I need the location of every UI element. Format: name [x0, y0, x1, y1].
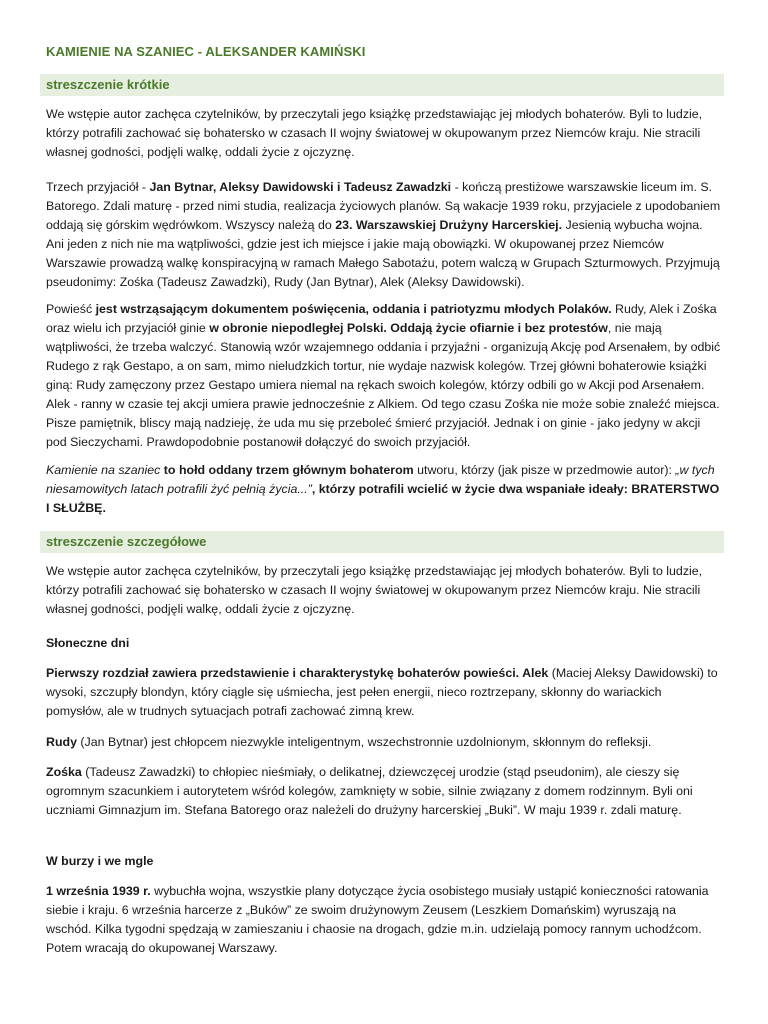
text-run-bold: 23. Warszawskiej Drużyny Harcerskiej.	[335, 218, 563, 232]
detailed-paragraph-1: We wstępie autor zachęca czytelników, by przeczytali jego książkę przedstawiając jej młodych bohaterów. Byli to ludzie, którzy potrafili zachować się bohatersko w czasach II wojny światowej w okupowanym przez Niemców kraju. Nie stracili własnej godności, podjęli walkę, oddali życie z ojczyznę.	[46, 564, 703, 616]
text-run: Powieść	[46, 302, 96, 316]
section-heading-short	[40, 74, 724, 96]
text-run: Trzech przyjaciół -	[46, 180, 150, 194]
text-run: wybuchła wojna, wszystkie plany dotyczące życia osobistego musiały ustąpić konieczności ratowania siebie i kraju. 6 września harcerze z „Buków” ze swoim drużynowym Zeusem (Leszkiem Domańskim) wyruszają na wschód. Kilka tygodni spędzają w zamieszaniu i chaosie na drogach, gdzie m.in. udzielają pomocy rannym uchodźcom. Potem wracają do okupowanej Warszawy.	[46, 884, 709, 955]
text-run-bold: w obronie niepodległej Polski. Oddają życie ofiarnie i bez protestów	[209, 321, 608, 335]
text-run-bold: 1 września 1939 r.	[46, 884, 151, 898]
text-run: (Jan Bytnar) jest chłopcem niezwykle inteligentnym, wszechstronnie uzdolnionym, skłonnym do refleksji.	[76, 735, 652, 749]
text-run-bold: , którzy potrafili wcielić w życie dwa wspaniałe ideały:	[311, 482, 632, 496]
text-run-bold: Jan Bytnar, Aleksy Dawidowski i Tadeusz Zawadzki	[149, 180, 452, 194]
document-title: KAMIENIE NA SZANIEC - ALEKSANDER KAMIŃSKI	[46, 44, 366, 59]
text-run: (Tadeusz Zawadzki) to chłopiec nieśmiały, o delikatnej, dziewczęcej urodzie (stąd pseudonim), ale cieszy się ogromnym szacunkiem i autorytetem wśród kolegów, zamknięty w sobie, silnie związany z domem rodzinnym. Byli oni uczniami Gimnazjum im. Stefana Batorego oraz należeli do drużyny harcerskiej „Buki”. W maju 1939 r. zdali maturę.	[46, 765, 693, 817]
detailed-paragraph-4	[46, 763, 722, 820]
text-run: Jesienią wybucha wojna. Ani jeden z nich nie ma wątpliwości, gdzie jest ich miejsce i jakie mają obowiązki. W okupowanej przez Niemców Warszawie prowadzą walkę konspiracyjną w ramach Małego Sabotażu, potem walczą w Grupach Szturmowych. Przyjmują pseudonimy: Zośka (Tadeusz Zawadzki), Rudy (Jan Bytnar), Alek (Aleksy Dawidowski).	[46, 218, 720, 289]
text-run: utworu, którzy (jak pisze w przedmowie autor):	[413, 463, 676, 477]
section-heading-short-label: streszczenie krótkie	[46, 77, 170, 92]
text-run-bold: BRATERSTWO I SŁUŻBĘ.	[46, 482, 720, 515]
subheading-storm-and-fog: W burzy i we mgle	[46, 854, 154, 868]
detailed-paragraph-2	[46, 664, 722, 721]
text-run-bold: to	[160, 463, 179, 477]
short-paragraph-1: We wstępie autor zachęca czytelników, by przeczytali jego książkę przedstawiając jej młodych bohaterów. Byli to ludzie, którzy potrafili zachować się bohatersko w czasach II wojny światowej w okupowanym przez Niemców kraju. Nie stracili własnej godności, podjęli walkę, oddali życie z ojczyznę.	[46, 107, 703, 159]
subheading-sunny-days: Słoneczne dni	[46, 636, 130, 650]
text-run-italic: „w tych niesamowitych latach potrafili żyć pełnią życia...”	[46, 463, 715, 496]
text-run-bold: jest wstrząsającym dokumentem poświęcenia, oddania i patriotyzmu młodych Polaków.	[95, 302, 612, 316]
short-paragraph-2	[46, 178, 722, 292]
detailed-paragraph-5	[46, 882, 722, 958]
text-run-italic: Kamienie na szaniec	[46, 463, 161, 477]
short-paragraph-4	[46, 461, 722, 518]
short-paragraph-3	[46, 300, 722, 452]
text-run: Rudy, Alek i Zośka oraz wielu ich przyjaciół ginie	[46, 302, 717, 335]
text-run-bold: hołd oddany trzem głównym bohaterom	[178, 463, 414, 477]
text-run: - kończą prestiżowe warszawskie liceum im. S. Batorego. Zdali maturę - przed nimi studia, realizacja życiowych planów. Są wakacje 1939 roku, przyjaciele z upodobaniem oddają się górskim wędrówkom. Wszyscy należą do	[46, 180, 721, 232]
detailed-paragraph-3	[46, 733, 722, 752]
text-run: , nie mają wątpliwości, że trzeba walczyć. Stanowią wzór wzajemnego oddania i przyjaźni - organizują Akcję pod Arsenałem, by odbić Rudego z rąk Gestapo, a on sam, mimo nieludzkich tortur, nie wydaje nazwisk kolegów. Trzej główni bohaterowie książki giną: Rudy zamęczony przez Gestapo umiera niemal na rękach swoich kolegów, którzy odbili go w Akcji pod Arsenałem. Alek - ranny w czasie tej akcji umiera prawie jednocześnie z Alkiem. Od tego czasu Zośka nie może sobie znaleźć miejsca. Pisze pamiętnik, bliscy mają nadzieję, że uda mu się przeboleć śmierć przyjaciół. Jednak i on ginie - jako jedyny w akcji pod Sieczychami. Prawdopodobnie postanowił dołączyć do swoich przyjaciół.	[46, 321, 721, 449]
text-run: (Maciej Aleksy Dawidowski) to wysoki, szczupły blondyn, który ciągle się uśmiecha, jest pełen energii, nieco roztrzepany, skłonny do wariackich pomysłów, ale w trudnych sytuacjach potrafi zachować zimną krew.	[46, 666, 718, 718]
text-run-bold: Rudy	[46, 735, 77, 749]
text-run-bold: Pierwszy rozdział zawiera przedstawienie i charakterystykę bohaterów powieści. Alek	[46, 666, 549, 680]
section-heading-detailed	[40, 531, 724, 553]
text-run-bold: Zośka	[46, 765, 82, 779]
section-heading-detailed-label: streszczenie szczegółowe	[46, 534, 207, 549]
